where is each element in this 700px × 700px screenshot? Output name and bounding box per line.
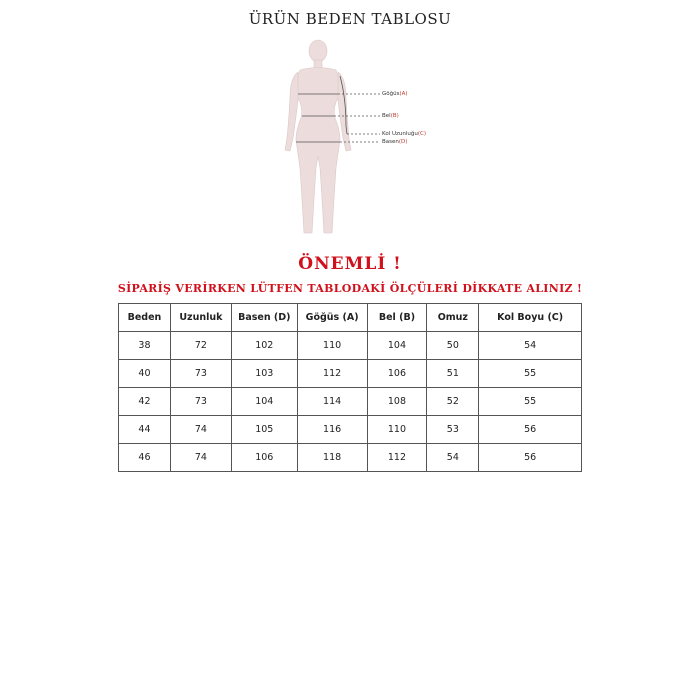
label-basen: Basen(D) [382, 139, 408, 145]
table-row [119, 444, 582, 472]
table-cell: 112 [297, 360, 367, 388]
table-cell: 106 [231, 444, 297, 472]
table-cell: 73 [170, 388, 231, 416]
table-row [119, 416, 582, 444]
table-cell: 56 [479, 416, 582, 444]
table-cell: 74 [170, 416, 231, 444]
table-header-row [119, 304, 582, 332]
table-cell: 105 [231, 416, 297, 444]
header-cell: Omuz [427, 304, 479, 332]
warning-text: SİPARİŞ VERİRKEN LÜTFEN TABLODAKİ ÖLÇÜLERİ DİKKATE ALINIZ ! [117, 282, 583, 295]
table-row [119, 388, 582, 416]
table-cell: 112 [367, 444, 427, 472]
table-cell: 38 [119, 332, 171, 360]
table-cell: 51 [427, 360, 479, 388]
label-kol-uzunlugu: Kol Uzunluğu(C) [382, 131, 426, 137]
table-row [119, 332, 582, 360]
header-cell: Göğüs (A) [297, 304, 367, 332]
table-cell: 104 [231, 388, 297, 416]
size-table [118, 303, 582, 472]
table-cell: 106 [367, 360, 427, 388]
table-cell: 53 [427, 416, 479, 444]
header-cell: Beden [119, 304, 171, 332]
table-cell: 40 [119, 360, 171, 388]
label-bel: Bel(B) [382, 113, 399, 119]
table-cell: 54 [479, 332, 582, 360]
table-row [119, 360, 582, 388]
body-measurement-figure [280, 38, 426, 243]
table-cell: 55 [479, 360, 582, 388]
header-cell: Kol Boyu (C) [479, 304, 582, 332]
table-cell: 116 [297, 416, 367, 444]
table-cell: 108 [367, 388, 427, 416]
header-cell: Uzunluk [170, 304, 231, 332]
table-cell: 54 [427, 444, 479, 472]
table-cell: 110 [297, 332, 367, 360]
table-cell: 114 [297, 388, 367, 416]
table-cell: 56 [479, 444, 582, 472]
table-cell: 110 [367, 416, 427, 444]
page-title: ÜRÜN BEDEN TABLOSU [248, 10, 452, 28]
table-cell: 55 [479, 388, 582, 416]
table-cell: 50 [427, 332, 479, 360]
table-cell: 52 [427, 388, 479, 416]
table-cell: 42 [119, 388, 171, 416]
table-cell: 74 [170, 444, 231, 472]
table-cell: 44 [119, 416, 171, 444]
label-gogus: Göğüs(A) [382, 91, 408, 97]
table-cell: 73 [170, 360, 231, 388]
table-cell: 102 [231, 332, 297, 360]
table-cell: 104 [367, 332, 427, 360]
table-cell: 118 [297, 444, 367, 472]
table-cell: 72 [170, 332, 231, 360]
table-cell: 103 [231, 360, 297, 388]
table-cell: 46 [119, 444, 171, 472]
header-cell: Basen (D) [231, 304, 297, 332]
important-heading: ÖNEMLİ ! [298, 254, 402, 274]
header-cell: Bel (B) [367, 304, 427, 332]
